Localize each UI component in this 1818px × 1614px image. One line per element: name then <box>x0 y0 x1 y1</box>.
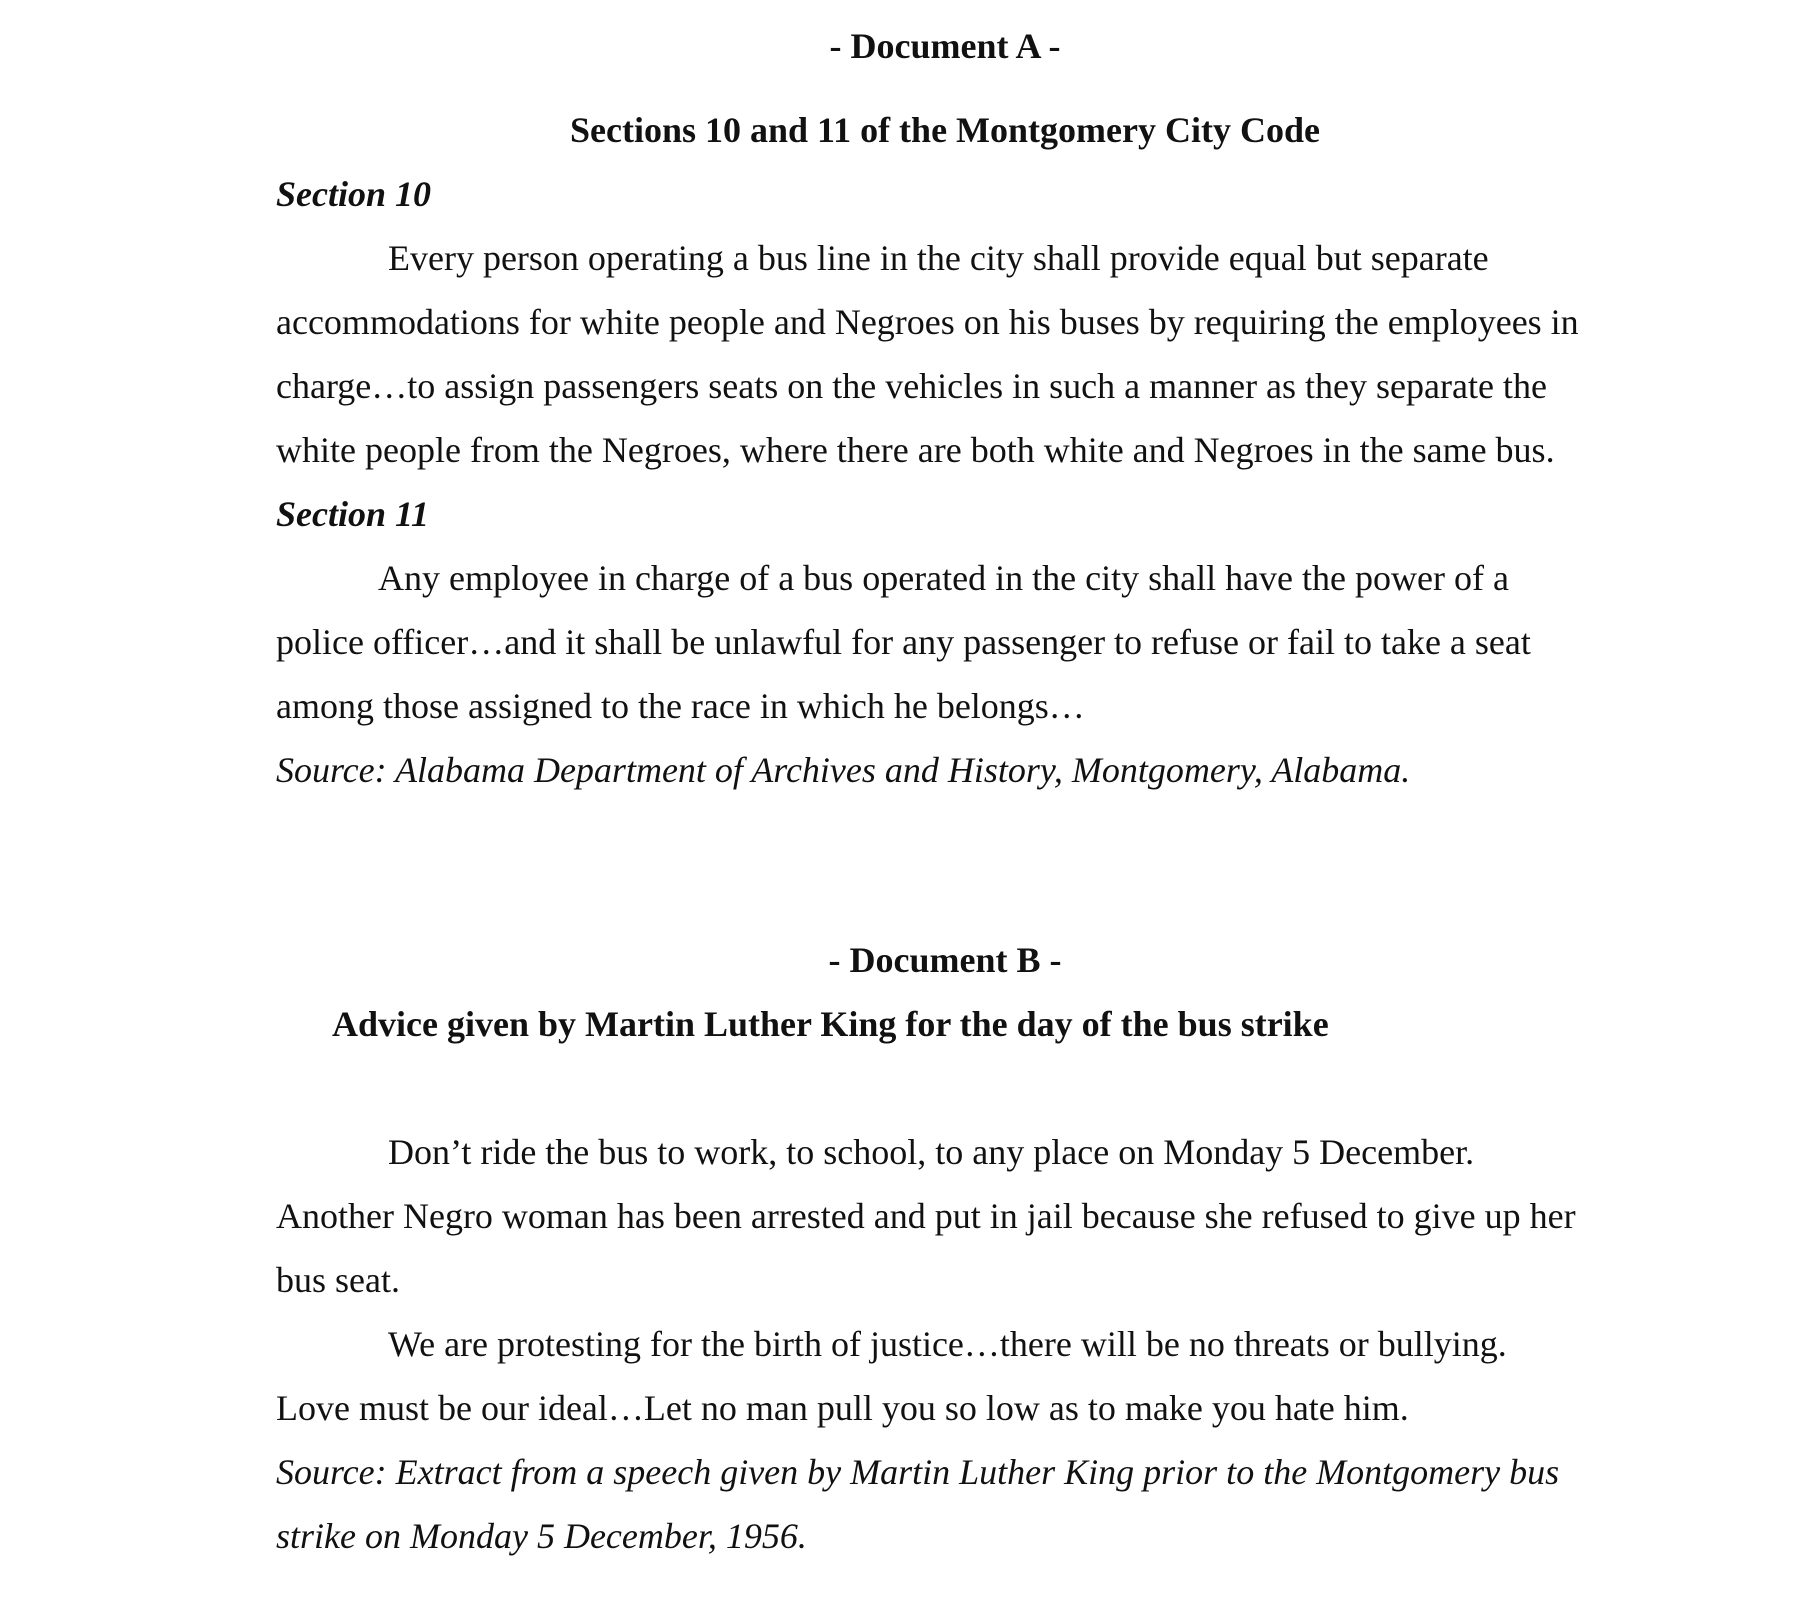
document-a-title: Sections 10 and 11 of the Montgomery City Code <box>570 110 1320 150</box>
paragraph-2-line: Love must be our ideal…Let no man pull you so low as to make you hate him. <box>276 1388 1409 1428</box>
document-a-source: Source: Alabama Department of Archives and History, Montgomery, Alabama. <box>276 750 1411 790</box>
paragraph-1-line: Another Negro woman has been arrested and put in jail because she refused to give up her <box>276 1196 1576 1236</box>
section-10-line: accommodations for white people and Negroes on his buses by requiring the employees in <box>276 302 1579 342</box>
section-10-line: white people from the Negroes, where there are both white and Negroes in the same bus. <box>276 430 1555 470</box>
section-10-line: Every person operating a bus line in the city shall provide equal but separate <box>388 238 1489 278</box>
document-b-title: Advice given by Martin Luther King for the day of the bus strike <box>332 1004 1329 1044</box>
section-11-label: Section 11 <box>276 494 430 534</box>
paragraph-1-line: bus seat. <box>276 1260 400 1300</box>
section-11-line: police officer…and it shall be unlawful for any passenger to refuse or fail to take a seat <box>276 622 1531 662</box>
document-a-heading: - Document A - <box>829 26 1061 66</box>
section-10-label: Section 10 <box>276 174 432 214</box>
paragraph-1-line: Don’t ride the bus to work, to school, to any place on Monday 5 December. <box>388 1132 1475 1172</box>
paragraph-2-line: We are protesting for the birth of justice…there will be no threats or bullying. <box>388 1324 1507 1364</box>
section-10-line: charge…to assign passengers seats on the vehicles in such a manner as they separate the <box>276 366 1547 406</box>
section-11-line: among those assigned to the race in which he belongs… <box>276 686 1085 726</box>
section-11-line: Any employee in charge of a bus operated in the city shall have the power of a <box>378 558 1509 598</box>
document-b-source-line: strike on Monday 5 December, 1956. <box>276 1516 807 1556</box>
document-b-heading: - Document B - <box>828 940 1062 980</box>
document-b-source-line: Source: Extract from a speech given by Martin Luther King prior to the Montgomery bus <box>276 1452 1560 1492</box>
